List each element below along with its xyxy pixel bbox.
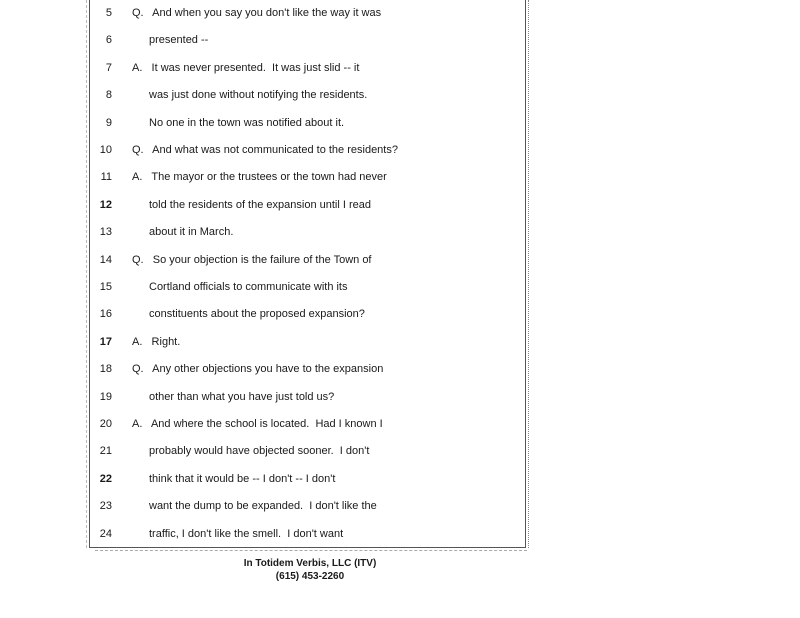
transcript-line [0, 384, 526, 411]
footer-company: In Totidem Verbis, LLC (ITV) [243, 558, 377, 569]
transcript-line [0, 110, 526, 137]
line-text: traffic, I don't like the smell. I don't want [149, 527, 344, 540]
transcript-line [0, 301, 526, 328]
line-text: Cortland officials to communicate with its [149, 281, 348, 293]
line-text: other than what you have just told us? [149, 390, 335, 403]
transcript-line [0, 438, 526, 465]
line-number: 9 [105, 116, 112, 129]
right-margin-dotted-rule [528, 0, 529, 548]
transcript-line [0, 137, 526, 164]
transcript-line [0, 82, 526, 109]
transcript-line [0, 329, 526, 356]
line-number: 5 [105, 7, 112, 19]
bottom-margin-dashed-rule [95, 550, 527, 551]
transcript-line [0, 411, 526, 438]
line-text: think that it would be -- I don't -- I don't [149, 472, 336, 485]
line-number: 18 [99, 363, 112, 376]
line-text: want the dump to be expanded. I don't like the [149, 500, 377, 513]
line-text: No one in the town was notified about it. [149, 116, 345, 129]
line-number: 20 [99, 418, 112, 430]
line-text: A. And where the school is located. Had I known I [132, 418, 383, 430]
line-number: 12 [99, 198, 112, 211]
line-text: Q. And when you say you don't like the way it was [132, 7, 382, 19]
line-number: 23 [99, 500, 112, 513]
transcript-line [0, 164, 526, 191]
line-number: 21 [99, 445, 112, 458]
line-text: A. It was never presented. It was just slid -- it [132, 61, 360, 74]
footer-phone: (615) 453-2260 [275, 571, 345, 582]
line-text: about it in March. [149, 226, 234, 239]
transcript-line [0, 192, 526, 219]
line-number: 19 [99, 390, 112, 403]
transcript-line [0, 521, 526, 548]
line-text: Q. And what was not communicated to the residents? [132, 144, 398, 156]
line-number: 15 [99, 281, 112, 293]
line-text: probably would have objected sooner. I don't [149, 445, 370, 458]
transcript-line [0, 356, 526, 383]
transcript-line [0, 27, 526, 54]
line-text: was just done without notifying the residents. [149, 89, 368, 102]
transcript-line [0, 493, 526, 520]
line-number: 13 [99, 226, 112, 239]
line-number: 14 [99, 253, 112, 266]
line-number: 24 [99, 527, 112, 540]
transcript-line [0, 219, 526, 246]
line-text: constituents about the proposed expansion? [149, 308, 365, 321]
line-number: 6 [105, 34, 112, 47]
transcript-line [0, 274, 526, 301]
line-text: Q. Any other objections you have to the expansion [132, 363, 384, 376]
line-text: presented -- [149, 34, 209, 47]
line-number: 10 [99, 144, 112, 156]
transcript-line [0, 55, 526, 82]
line-text: A. The mayor or the trustees or the town had never [132, 171, 387, 184]
line-number: 22 [99, 472, 112, 485]
line-text: A. Right. [132, 335, 181, 348]
line-number: 17 [99, 335, 112, 348]
transcript-line [0, 466, 526, 493]
line-text: Q. So your objection is the failure of the Town of [132, 253, 372, 266]
line-number: 8 [105, 89, 112, 102]
transcript-line [0, 247, 526, 274]
line-number: 7 [105, 61, 112, 74]
line-number: 16 [99, 308, 112, 321]
line-text: told the residents of the expansion until I read [149, 198, 371, 211]
line-number: 11 [100, 171, 112, 184]
transcript-line [0, 0, 526, 27]
